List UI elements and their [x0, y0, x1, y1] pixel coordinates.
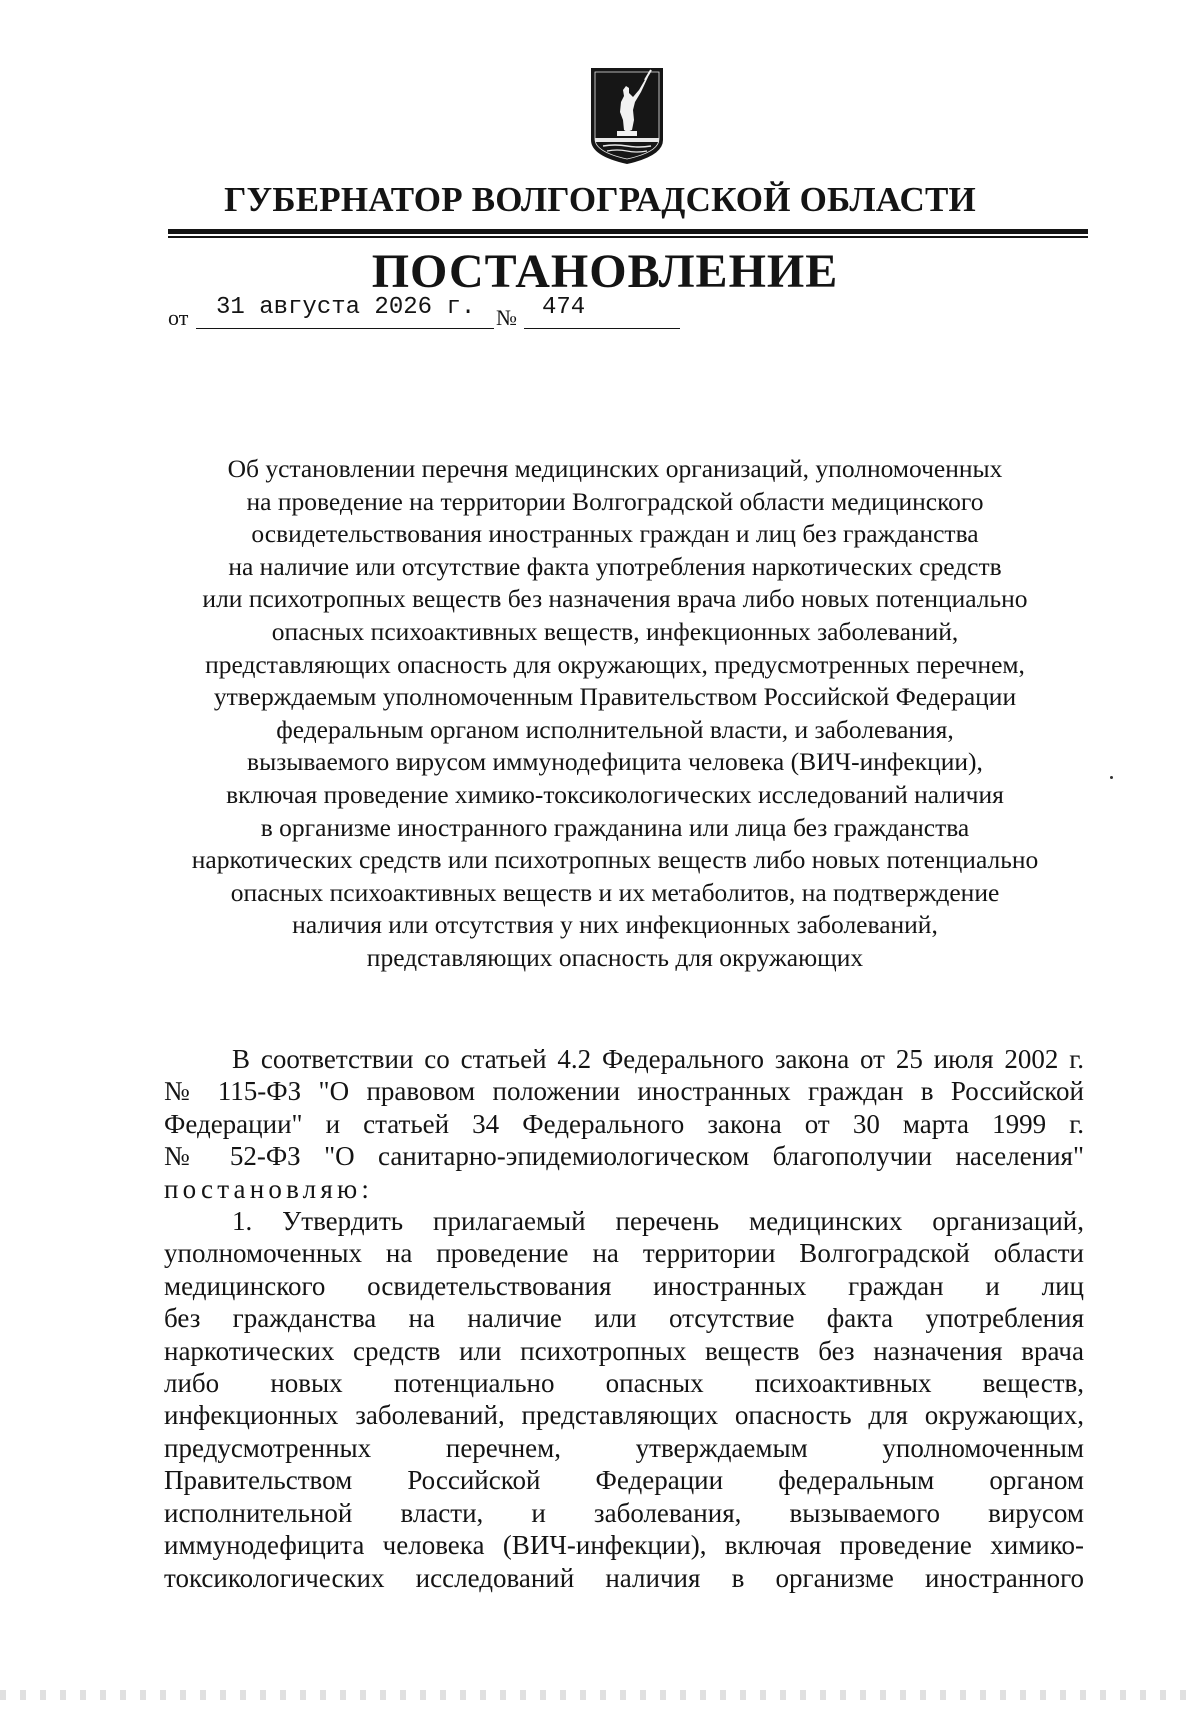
- title-line: на проведение на территории Волгоградской области медицинского: [246, 486, 984, 516]
- body-line: № 52-ФЗ "О санитарно-эпидемиологическом благополучии населения": [164, 1141, 1084, 1172]
- title-line: утверждаемым уполномоченным Правительством Российской Федерации: [213, 682, 1017, 712]
- body-line: инфекционных заболеваний, представляющих опасность для окружающих,: [164, 1400, 1084, 1431]
- item-1-paragraph: [164, 1205, 1084, 1594]
- header-rule-thin: [168, 236, 1088, 238]
- title-line: включая проведение химико-токсикологических исследований наличия: [226, 779, 1004, 809]
- scan-speck: [1110, 776, 1113, 779]
- document-type: ПОСТАНОВЛЕНИЕ: [371, 245, 839, 298]
- title-line: в организме иностранного гражданина или лица без гражданства: [260, 812, 970, 842]
- title-line: представляющих опасность для окружающих: [366, 942, 864, 972]
- body-line: 1. Утвердить прилагаемый перечень медицинских организаций,: [232, 1206, 1084, 1237]
- issuing-authority: ГУБЕРНАТОР ВОЛГОГРАДСКОЙ ОБЛАСТИ: [224, 180, 976, 219]
- body-line: без гражданства на наличие или отсутствие факта употребления: [164, 1303, 1084, 1334]
- title-line: вызываемого вирусом иммунодефицита человека (ВИЧ-инфекции),: [247, 747, 983, 777]
- body-line: В соответствии со статьей 4.2 Федерального закона от 25 июля 2002 г.: [232, 1044, 1084, 1074]
- title-line: или психотропных веществ без назначения врача либо новых потенциально: [202, 584, 1028, 614]
- body-line: предусмотренных перечнем, утверждаемым уполномоченным: [164, 1432, 1084, 1463]
- scan-artifact-edge: [0, 1690, 1200, 1700]
- title-line: представляющих опасность для окружающих, предусмотренных перечнем,: [205, 649, 1025, 679]
- body-line: токсикологических исследований наличия в организме иностранного: [164, 1562, 1084, 1593]
- title-line: федеральным органом исполнительной власти, и заболевания,: [276, 714, 954, 744]
- body-line: Федерации" и статьей 34 Федерального закона от 30 марта 1999 г.: [164, 1108, 1084, 1139]
- title-line: наличия или отсутствия у них инфекционных заболеваний,: [292, 910, 938, 940]
- date-label: от: [168, 305, 189, 330]
- document-number: 474: [542, 294, 586, 321]
- body-line: уполномоченных на проведение на территории Волгоградской области: [164, 1238, 1084, 1269]
- number-label: №: [496, 305, 517, 330]
- body-line: иммунодефицита человека (ВИЧ-инфекции), включая проведение химико-: [164, 1530, 1084, 1561]
- title-line: опасных психоактивных веществ и их метаболитов, на подтверждение: [230, 877, 1000, 907]
- title-line: на наличие или отсутствие факта употребления наркотических средств: [228, 551, 1002, 581]
- title-line: освидетельствования иностранных граждан и лиц без гражданства: [251, 519, 979, 549]
- title-line: опасных психоактивных веществ, инфекционных заболеваний,: [271, 616, 959, 646]
- coat-of-arms-icon: [589, 66, 665, 166]
- date-number-line: [168, 294, 688, 334]
- number-underline: [524, 328, 680, 329]
- header-rule-thick: [168, 229, 1088, 234]
- body-line: медицинского освидетельствования иностранных граждан и лиц: [164, 1270, 1084, 1301]
- body-line: Правительством Российской Федерации федеральным органом: [164, 1465, 1084, 1496]
- body-line: наркотических средств или психотропных веществ без назначения врача: [164, 1335, 1084, 1366]
- body-line: исполнительной власти, и заболевания, вызываемого вирусом: [164, 1497, 1084, 1528]
- title-line: наркотических средств или психотропных веществ либо новых потенциально: [191, 845, 1039, 875]
- resolution-word: постановляю:: [164, 1173, 374, 1204]
- date-underline: [196, 328, 494, 329]
- document-title: [150, 453, 1080, 975]
- document-body: [164, 1043, 1084, 1594]
- title-line: Об установлении перечня медицинских организаций, уполномоченных: [227, 454, 1003, 483]
- document-date: 31 августа 2026 г.: [216, 294, 476, 321]
- preamble-paragraph: [164, 1043, 1084, 1205]
- body-line: № 115-ФЗ "О правовом положении иностранных граждан в Российской: [164, 1076, 1084, 1107]
- body-line: либо новых потенциально опасных психоактивных веществ,: [164, 1368, 1084, 1399]
